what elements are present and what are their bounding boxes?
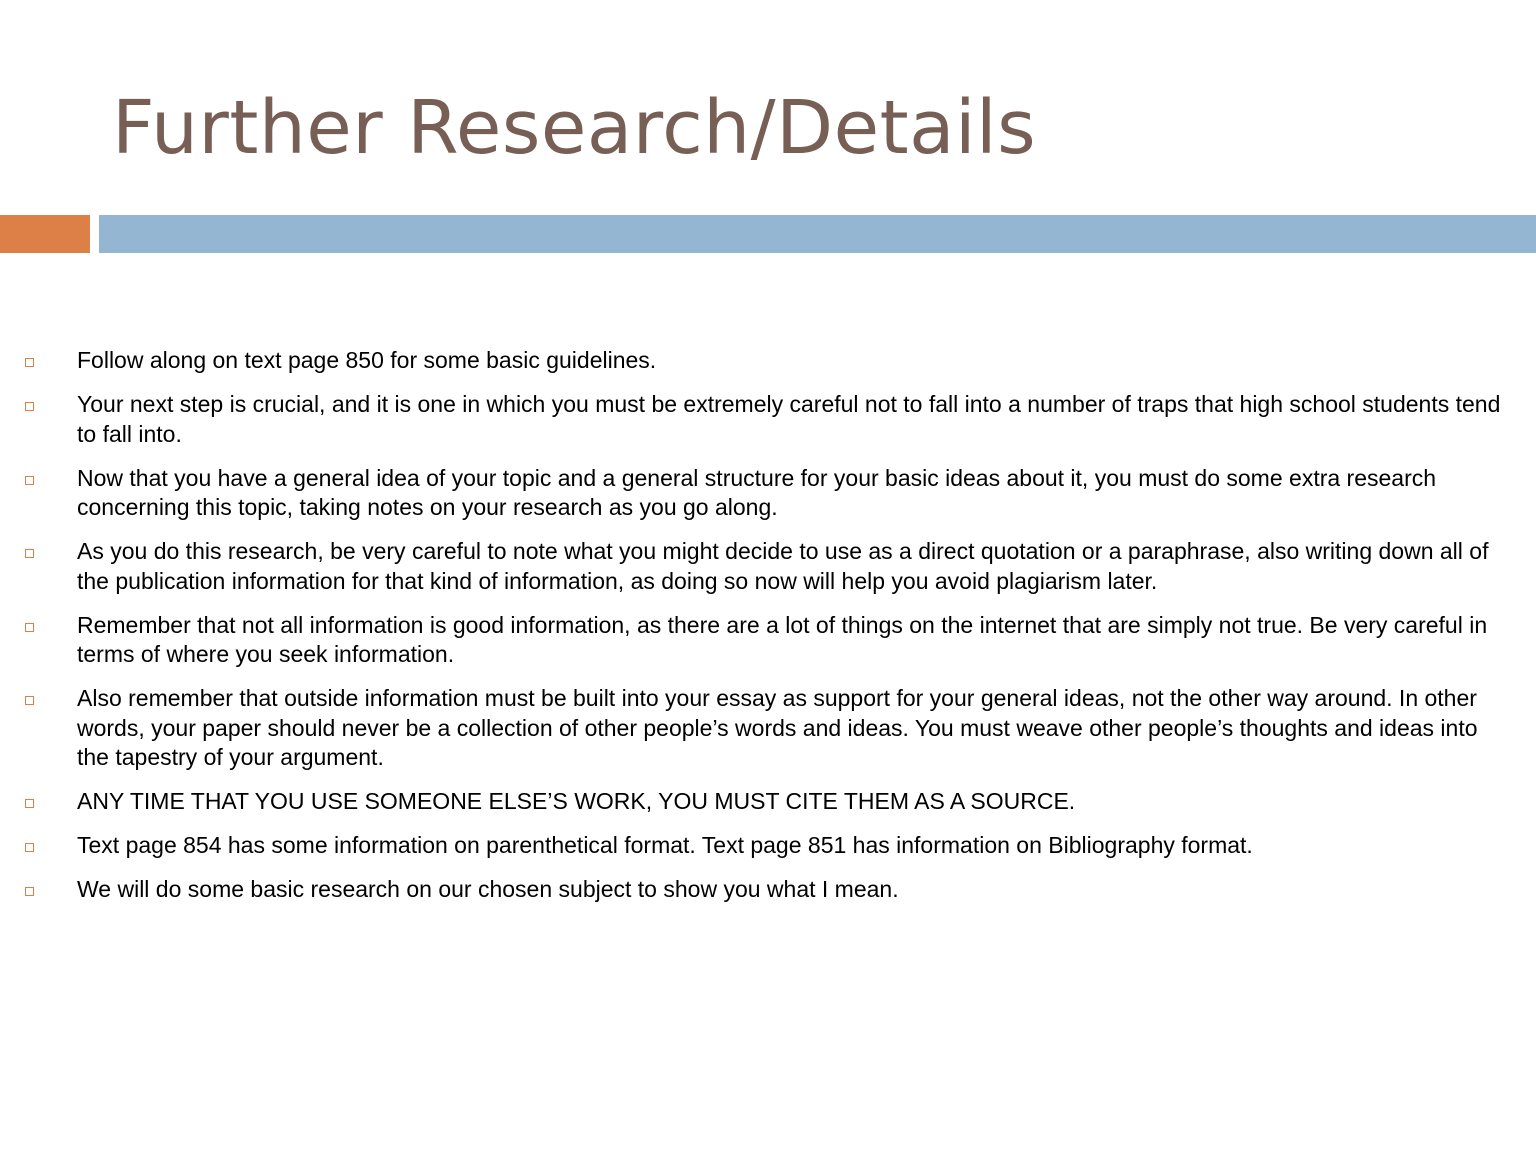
list-item <box>0 464 1536 523</box>
bullet-text: Text page 854 has some information on parenthetical format. Text page 851 has information on Bibliography format. <box>77 832 1253 858</box>
square-outline-icon <box>25 402 34 411</box>
square-outline-icon <box>25 549 34 558</box>
bullet-text: Your next step is crucial, and it is one in which you must be extremely careful not to fall into a number of traps that high school students tend to fall into. <box>77 391 1501 447</box>
list-item <box>0 346 1536 376</box>
list-item <box>0 787 1536 817</box>
list-item <box>0 684 1536 773</box>
bullet-text: Remember that not all information is good information, as there are a lot of things on the internet that are simply not true. Be very careful in terms of where you seek information. <box>77 611 1488 667</box>
list-item <box>0 390 1536 449</box>
square-outline-icon <box>25 843 34 852</box>
list-item <box>0 611 1536 670</box>
square-outline-icon <box>25 623 34 632</box>
bullet-text: We will do some basic research on our chosen subject to show you what I mean. <box>77 876 899 902</box>
list-item <box>0 875 1536 905</box>
title-accent-bar-blue <box>99 215 1536 253</box>
slide-title: Further Research/Details <box>112 85 1037 171</box>
square-outline-icon <box>25 696 34 705</box>
bullet-text: As you do this research, be very careful to note what you might decide to use as a direct quotation or a paraphrase, also writing down all of the publication information for that kind of information, as doing so now will help you avoid plagiarism later. <box>77 538 1489 594</box>
bullet-text: Follow along on text page 850 for some basic guidelines. <box>77 347 657 373</box>
bullet-list <box>0 346 1536 919</box>
list-item <box>0 831 1536 861</box>
square-outline-icon <box>25 358 34 367</box>
list-item <box>0 537 1536 596</box>
square-outline-icon <box>25 799 34 808</box>
square-outline-icon <box>25 887 34 896</box>
bullet-text: ANY TIME THAT YOU USE SOMEONE ELSE’S WORK, YOU MUST CITE THEM AS A SOURCE. <box>77 788 1076 814</box>
square-outline-icon <box>25 476 34 485</box>
bullet-text: Now that you have a general idea of your topic and a general structure for your basic ideas about it, you must do some extra research concerning this topic, taking notes on your research as you go along. <box>77 464 1437 520</box>
bullet-text: Also remember that outside information must be built into your essay as support for your general ideas, not the other way around. In other words, your paper should never be a collection of other people’s words and ideas. You must weave other people’s thoughts and ideas into the tapestry of your argument. <box>77 685 1478 770</box>
title-accent-bar-orange <box>0 215 90 253</box>
